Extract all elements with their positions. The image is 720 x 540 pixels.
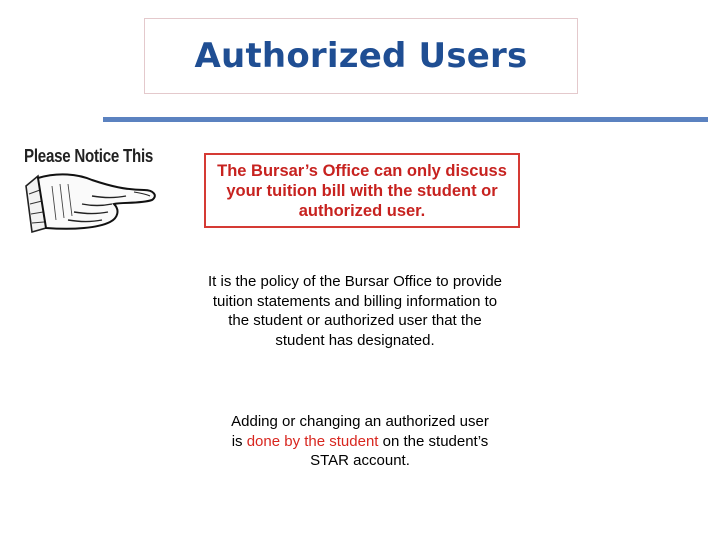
adding-users-paragraph — [230, 412, 490, 471]
please-notice-label: Please Notice This — [24, 146, 154, 166]
title-box — [144, 18, 578, 94]
policy-paragraph: It is the policy of the Bursar Office to provide tuition statements and billing information to the student or authorized user that the student has designated. — [207, 273, 503, 349]
adding-text-after: on the student’s STAR account. — [310, 432, 489, 469]
divider-rule — [103, 117, 708, 122]
please-notice-graphic — [22, 146, 168, 238]
pointing-hand-icon — [22, 166, 168, 236]
adding-text-before: Adding or changing an authorized user is — [231, 413, 489, 450]
page-title: Authorized Users — [194, 36, 528, 76]
warning-text: The Bursar’s Office can only discuss your tuition bill with the student or authorized user. — [217, 161, 507, 220]
adding-text-highlight: done by the student — [246, 432, 379, 450]
warning-box — [204, 153, 520, 228]
